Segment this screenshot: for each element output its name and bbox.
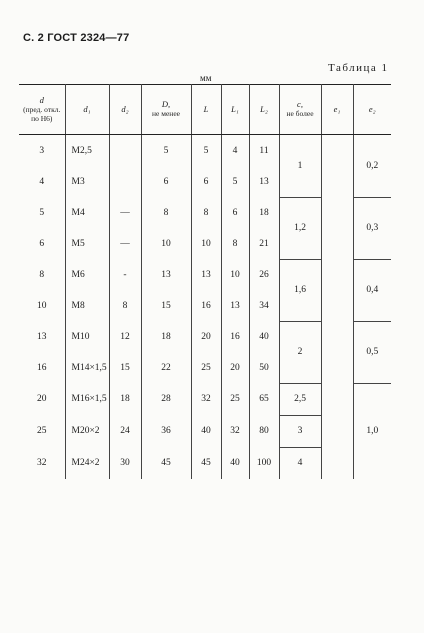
table-cell: 16 [191, 290, 221, 321]
e1-cell [321, 166, 353, 197]
table-cell: 50 [249, 352, 279, 383]
e2-value-cell: 0,2 [353, 135, 391, 198]
table-cell: 6 [39, 238, 45, 249]
table-cell: 22 [141, 352, 191, 383]
e1-cell [321, 383, 353, 415]
table-cell: 5 [39, 207, 45, 218]
table-cell: - [109, 259, 141, 290]
column-symbol: D, [161, 99, 171, 109]
table-cell: 3 [39, 145, 45, 156]
table-cell: 32 [191, 383, 221, 415]
table-cell: 32 [37, 457, 47, 468]
column-symbol: e₁ [333, 103, 341, 114]
table-cell: 18 [109, 383, 141, 415]
column-header [65, 84, 109, 135]
table-cell: 40 [249, 321, 279, 352]
table-cell: M24×2 [65, 447, 109, 479]
table-cell: 8 [141, 197, 191, 228]
table-cell: 13 [141, 259, 191, 290]
e1-cell [321, 290, 353, 321]
e1-cell [321, 135, 353, 167]
column-symbol: d₁ [83, 103, 91, 114]
table-cell: — [109, 228, 141, 259]
dimensions-table [19, 84, 391, 479]
table-cell: 18 [141, 321, 191, 352]
unit-label: мм [200, 73, 212, 83]
table-cell: 24 [109, 415, 141, 447]
table-cell: 8 [221, 228, 249, 259]
e2-value-cell: 0,4 [353, 259, 391, 321]
e2-value-cell: 0,3 [353, 197, 391, 259]
table-cell: 10 [221, 259, 249, 290]
table-cell: M5 [65, 228, 109, 259]
table-cell: 5 [141, 135, 191, 167]
c-value-cell: 2 [279, 321, 321, 383]
c-value-cell: 1,6 [279, 259, 321, 321]
e1-cell [321, 197, 353, 228]
table-row [19, 447, 391, 479]
e1-cell [321, 259, 353, 290]
table-cell: 13 [191, 259, 221, 290]
table-cell: 5 [191, 135, 221, 167]
table-cell: M20×2 [65, 415, 109, 447]
table-cell: 25 [37, 426, 47, 436]
column-header [221, 84, 249, 135]
table-cell: 34 [249, 290, 279, 321]
table-cell: M2,5 [65, 135, 109, 167]
table-cell: — [109, 197, 141, 228]
column-header [353, 84, 391, 135]
c-value-cell: 2,5 [279, 383, 321, 415]
table-cell [109, 166, 141, 197]
table-cell: 40 [221, 447, 249, 479]
column-symbol: d₂ [121, 103, 129, 114]
table-row [19, 321, 391, 352]
table-cell: 40 [191, 415, 221, 447]
e1-cell [321, 228, 353, 259]
table-cell: 6 [221, 197, 249, 228]
table-row [19, 166, 391, 197]
c-value-cell: 4 [279, 447, 321, 479]
table-cell: 20 [191, 321, 221, 352]
column-note: не менее [152, 109, 180, 118]
table-cell: 28 [141, 383, 191, 415]
table-cell: 8 [109, 290, 141, 321]
table-cell: M6 [65, 259, 109, 290]
e2-value-cell: 1,0 [353, 383, 391, 479]
header-row [19, 84, 391, 135]
table-cell: 26 [249, 259, 279, 290]
table-cell: 13 [249, 166, 279, 197]
table-cell: 32 [221, 415, 249, 447]
column-header [321, 84, 353, 135]
column-symbol: e₂ [368, 103, 376, 114]
table-cell: M16×1,5 [65, 383, 109, 415]
e2-value-cell: 0,5 [353, 321, 391, 383]
column-symbol: L₂ [260, 103, 268, 114]
table-cell: 10 [141, 228, 191, 259]
table-cell: M14×1,5 [65, 352, 109, 383]
table-cell: 15 [141, 290, 191, 321]
table-cell: 45 [141, 447, 191, 479]
table-cell: 4 [221, 135, 249, 167]
table-row [19, 197, 391, 228]
table-cell: 30 [109, 447, 141, 479]
table-cell: 6 [141, 166, 191, 197]
column-header [249, 84, 279, 135]
column-symbol: c, [297, 99, 303, 109]
table-cell: 12 [109, 321, 141, 352]
table-cell: 8 [191, 197, 221, 228]
table-row [19, 135, 391, 167]
table-cell: 45 [191, 447, 221, 479]
column-header [191, 84, 221, 135]
e1-cell [321, 321, 353, 352]
c-value-cell: 3 [279, 415, 321, 447]
column-header [109, 84, 141, 135]
column-header [279, 84, 321, 135]
table-row [19, 259, 391, 290]
table-row [19, 415, 391, 447]
table-cell: 65 [249, 383, 279, 415]
table-cell [109, 135, 141, 167]
table-cell: 16 [37, 362, 47, 373]
table-cell: 15 [109, 352, 141, 383]
column-note: не более [286, 109, 314, 118]
table-row [19, 383, 391, 415]
table-row [19, 228, 391, 259]
c-value-cell: 1,2 [279, 197, 321, 259]
page-header: С. 2 ГОСТ 2324—77 [23, 32, 130, 44]
column-symbol: L₁ [231, 103, 239, 114]
table-cell: M10 [65, 321, 109, 352]
c-value-cell: 1 [279, 135, 321, 198]
table-cell: 80 [249, 415, 279, 447]
table-cell: M4 [65, 197, 109, 228]
table-cell: 6 [191, 166, 221, 197]
column-symbol: L [203, 103, 209, 114]
table-cell: M3 [65, 166, 109, 197]
table-cell: 13 [37, 331, 47, 342]
e1-cell [321, 352, 353, 383]
table-row [19, 352, 391, 383]
table-cell: 10 [37, 300, 47, 311]
table-cell: 25 [221, 383, 249, 415]
table-cell: 25 [191, 352, 221, 383]
table-cell: 18 [249, 197, 279, 228]
table-cell: 20 [37, 394, 47, 404]
table-cell: 20 [221, 352, 249, 383]
table-cell: 36 [141, 415, 191, 447]
e1-cell [321, 447, 353, 479]
table-cell: 5 [221, 166, 249, 197]
table-title: Таблица 1 [328, 62, 389, 74]
table-row [19, 290, 391, 321]
table-cell: 11 [249, 135, 279, 167]
table-cell: M8 [65, 290, 109, 321]
table-cell: 21 [249, 228, 279, 259]
table-cell: 4 [39, 176, 45, 187]
column-note: (пред. откл. по H6) [23, 104, 61, 123]
e1-cell [321, 415, 353, 447]
table-cell: 10 [191, 228, 221, 259]
table-cell: 8 [39, 269, 45, 280]
table-cell: 100 [249, 447, 279, 479]
column-header [141, 84, 191, 135]
table-cell: 16 [221, 321, 249, 352]
column-header [19, 84, 65, 135]
table-cell: 13 [221, 290, 249, 321]
column-symbol: d [39, 94, 44, 105]
